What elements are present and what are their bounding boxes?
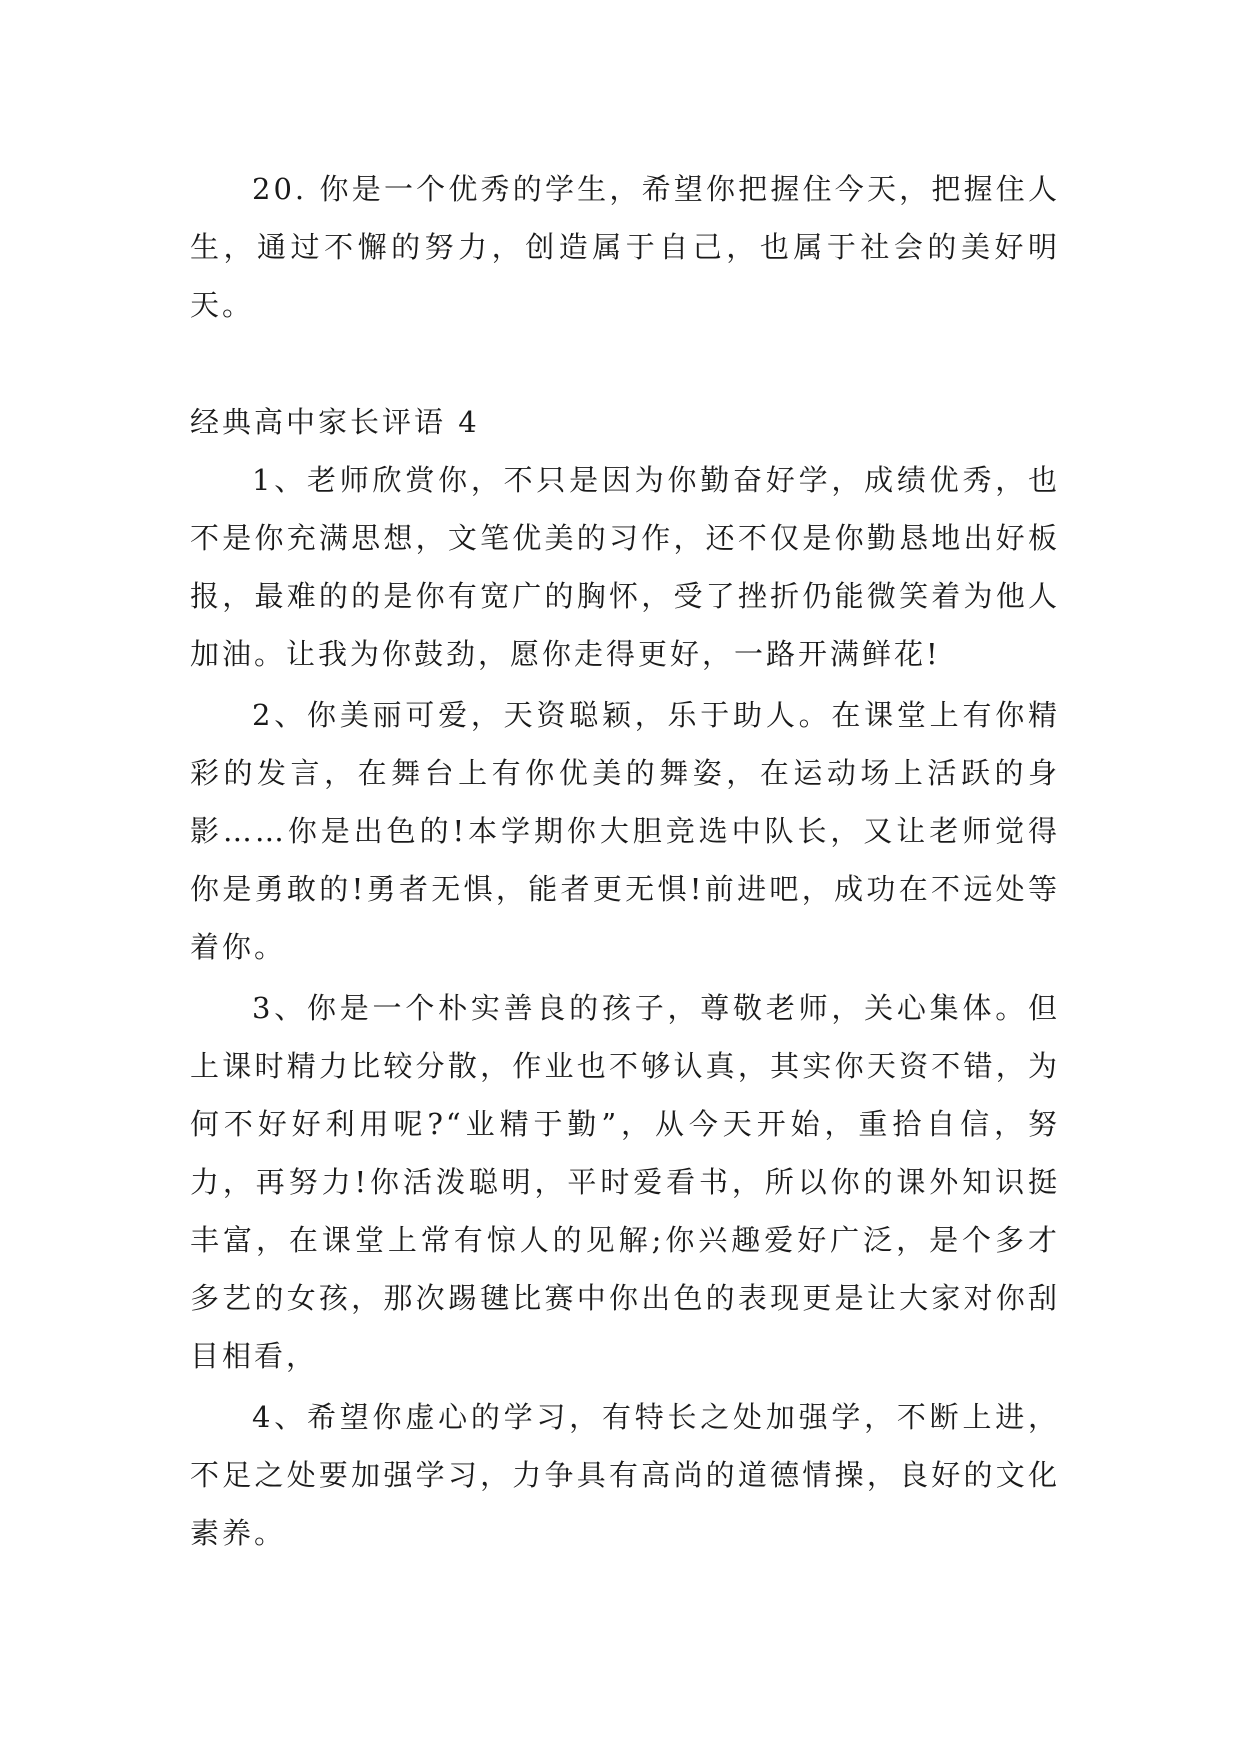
section-spacer bbox=[190, 337, 1060, 393]
paragraph-4: 4、希望你虚心的学习，有特长之处加强学，不断上进，不足之处要加强学习，力争具有高尚的道德情操，良好的文化素养。 bbox=[190, 1400, 1060, 1550]
paragraph-20: 20. 你是一个优秀的学生，希望你把握住今天，把握住人生，通过不懈的努力，创造属于自己，也属于社会的美好明天。 bbox=[190, 172, 1060, 322]
section-heading: 经典高中家长评语 4 bbox=[190, 405, 480, 439]
paragraph-2: 2、你美丽可爱，天资聪颖，乐于助人。在课堂上有你精彩的发言，在舞台上有你优美的舞姿，在运动场上活跃的身影……你是出色的!本学期你大胆竞选中队长，又让老师觉得你是勇敢的!勇者无惧，能者更无惧!前进吧，成功在不远处等着你。 bbox=[190, 698, 1060, 964]
paragraph-1: 1、老师欣赏你，不只是因为你勤奋好学，成绩优秀，也不是你充满思想，文笔优美的习作，还不仅是你勤恳地出好板报，最难的的是你有宽广的胸怀，受了挫折仍能微笑着为他人加油。让我为你鼓劲，愿你走得更好，一路开满鲜花! bbox=[190, 463, 1060, 671]
paragraph-3: 3、你是一个朴实善良的孩子，尊敬老师，关心集体。但上课时精力比较分散，作业也不够认真，其实你天资不错，为何不好好利用呢?“业精于勤”，从今天开始，重拾自信，努力，再努力!你活泼聪明，平时爱看书，所以你的课外知识挺丰富，在课堂上常有惊人的见解;你兴趣爱好广泛，是个多才多艺的女孩，那次踢毽比赛中你出色的表现更是让大家对你刮目相看， bbox=[190, 991, 1060, 1373]
document-body bbox=[190, 160, 1060, 1565]
